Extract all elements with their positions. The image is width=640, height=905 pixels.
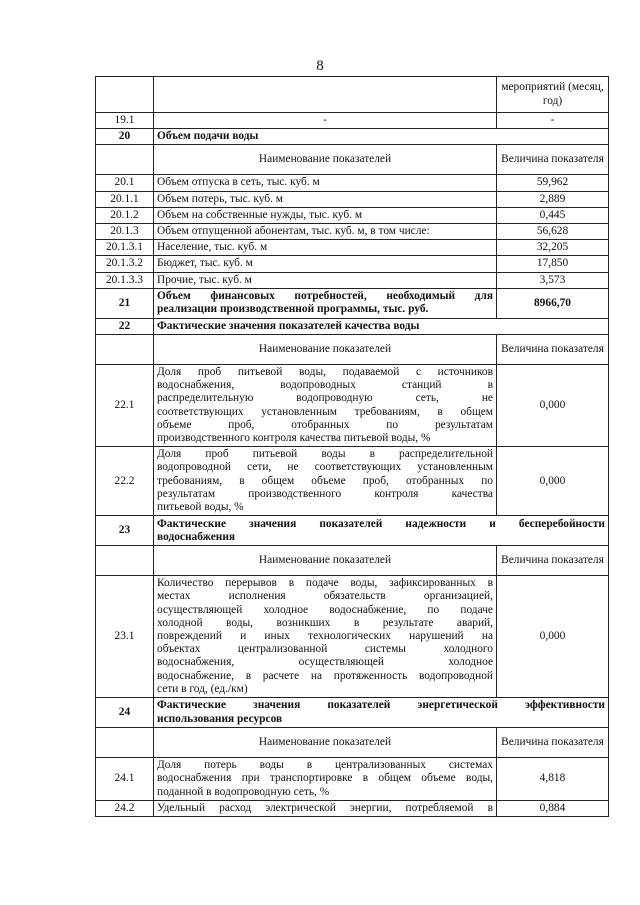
row-value: 32,205 — [497, 240, 609, 256]
row-number: 23.1 — [96, 576, 154, 698]
title-line: реализации производственной программы, тыс. руб. — [157, 303, 429, 316]
row-name — [154, 758, 497, 801]
empty-cell — [96, 145, 154, 175]
table-row — [96, 758, 609, 801]
text-line: водопроводной сети, не соответствующих установленным — [157, 461, 493, 474]
empty-cell — [96, 546, 154, 576]
title-line: Фактические значения показателей энергетической эффективности — [157, 699, 605, 712]
page-number: 8 — [316, 58, 324, 74]
text-line: холодной воды, возникших в результате аварий, — [157, 616, 493, 629]
row-number: 20.1.2 — [96, 207, 154, 223]
row-value: 0,000 — [497, 576, 609, 698]
row-name — [154, 800, 497, 816]
table-row — [96, 365, 609, 447]
table-row — [96, 272, 609, 288]
row-name: Объем на собственные нужды, тыс. куб. м — [154, 207, 497, 223]
empty-cell — [96, 335, 154, 365]
row-name — [154, 447, 497, 516]
row-name: Объем отпуска в сеть, тыс. куб. м — [154, 175, 497, 191]
header-row — [96, 546, 609, 576]
text-line: водоснабжения, осуществляющей холодное — [157, 656, 493, 669]
column-header-name: Наименование показателей — [154, 335, 497, 365]
header-row — [96, 335, 609, 365]
table-row — [96, 576, 609, 698]
text-line: объектах централизованной системы холодного — [157, 643, 493, 656]
section-title — [154, 288, 497, 318]
header-row — [96, 145, 609, 175]
row-number: 20.1 — [96, 175, 154, 191]
indicators-table — [95, 76, 609, 817]
row-value: 0,000 — [497, 447, 609, 516]
row-name: Объем отпущенной абонентам, тыс. куб. м, в том числе: — [154, 224, 497, 240]
row-value: 59,962 — [497, 175, 609, 191]
column-header-name: Наименование показателей — [154, 145, 497, 175]
column-header-value: Величина показателя — [497, 335, 609, 365]
empty-cell — [96, 728, 154, 758]
table-row — [96, 175, 609, 191]
row-number: 24.2 — [96, 800, 154, 816]
section-number: 24 — [96, 698, 154, 728]
row-value: 0,445 — [497, 207, 609, 223]
row-number: 24.1 — [96, 758, 154, 801]
row-value: 56,628 — [497, 224, 609, 240]
section-number: 20 — [96, 129, 154, 145]
text-line: Количество перерывов в подаче воды, зафиксированных в — [157, 577, 493, 590]
text-line: осуществляющей холодное водоснабжение, по подаче — [157, 603, 493, 616]
text-line: объеме проб, отобранных по результатам — [157, 418, 493, 431]
table-row — [96, 256, 609, 272]
row-number: 22.2 — [96, 447, 154, 516]
text-line: Доля потерь воды в централизованных системах — [157, 759, 493, 772]
text-line: питьевой воды, % — [157, 501, 244, 514]
table-row — [96, 224, 609, 240]
text-line: Доля проб питьевой воды, подаваемой с источников — [157, 366, 493, 379]
column-header-name: Наименование показателей — [154, 728, 497, 758]
row-number: 20.1.3 — [96, 224, 154, 240]
row-value: 0,000 — [497, 365, 609, 447]
column-header-name: Наименование показателей — [154, 546, 497, 576]
section-row — [96, 516, 609, 546]
text-line: водоснабжения, водопроводных станций в — [157, 379, 493, 392]
row-name: Объем потерь, тыс. куб. м — [154, 191, 497, 207]
text-line: местах исполнения обязательств организацией, — [157, 590, 493, 603]
table-row — [96, 447, 609, 516]
text-line: результатам производственного контроля качества — [157, 487, 493, 500]
row-value: 17,850 — [497, 256, 609, 272]
row-value: 8966,70 — [497, 288, 609, 318]
title-line: водоснабжения — [157, 530, 236, 543]
row-name: - — [154, 113, 497, 129]
table-row — [96, 191, 609, 207]
row-value: 2,889 — [497, 191, 609, 207]
row-number: 19.1 — [96, 113, 154, 129]
row-name: Прочие, тыс. куб. м — [154, 272, 497, 288]
title-line: Объем финансовых потребностей, необходимый для — [157, 290, 493, 303]
title-line: использования ресурсов — [157, 712, 283, 725]
section-row — [96, 129, 609, 145]
row-name: Бюджет, тыс. куб. м — [154, 256, 497, 272]
section-row — [96, 698, 609, 728]
section-row — [96, 318, 609, 334]
row-number: 22.1 — [96, 365, 154, 447]
row-number: 20.1.3.2 — [96, 256, 154, 272]
row-name — [154, 576, 497, 698]
row-value: 4,818 — [497, 758, 609, 801]
section-title — [154, 516, 609, 546]
section-title: Объем подачи воды — [154, 129, 609, 145]
section-title — [154, 698, 609, 728]
text-line: требованиям, в общем объеме проб, отобранных по — [157, 474, 493, 487]
section-title: Фактические значения показателей качества воды — [154, 318, 609, 334]
table-row — [96, 240, 609, 256]
table-row — [96, 207, 609, 223]
empty-cell — [96, 77, 154, 113]
section-number: 21 — [96, 288, 154, 318]
table-row — [96, 800, 609, 816]
header-row — [96, 728, 609, 758]
text-line: водоснабжение, в расчете на протяженность водопроводной — [157, 669, 493, 682]
row-value: 0,884 — [497, 800, 609, 816]
text-line: сети в год, (ед./км) — [157, 682, 248, 695]
row-name: Население, тыс. куб. м — [154, 240, 497, 256]
row-number: 20.1.3.3 — [96, 272, 154, 288]
text-line: производственного контроля качества питьевой воды, % — [157, 432, 431, 445]
text-line: Доля проб питьевой воды в распределительной — [157, 448, 493, 461]
column-header-dates: мероприятий (месяц, год) — [497, 77, 609, 113]
text-line: соответствующих установленным требованиям, в общем — [157, 405, 493, 418]
title-line: Фактические значения показателей надежности и бесперебойности — [157, 517, 605, 530]
text-line: Удельный расход электрической энергии, потребляемой в — [157, 801, 493, 814]
text-line: повреждений и иных технологических нарушений на — [157, 630, 493, 643]
text-line: поданной в водопроводную сеть, % — [157, 785, 330, 798]
table-row — [96, 77, 609, 113]
table-row — [96, 113, 609, 129]
section-number: 23 — [96, 516, 154, 546]
row-value: - — [497, 113, 609, 129]
row-number: 20.1.1 — [96, 191, 154, 207]
row-name — [154, 365, 497, 447]
column-header-value: Величина показателя — [497, 546, 609, 576]
column-header-value: Величина показателя — [497, 145, 609, 175]
text-line: распределительную водопроводную сеть, не — [157, 392, 493, 405]
text-line: водоснабжения при транспортировке в общем объеме воды, — [157, 772, 493, 785]
row-number: 20.1.3.1 — [96, 240, 154, 256]
column-header-value: Величина показателя — [497, 728, 609, 758]
section-row — [96, 288, 609, 318]
empty-cell — [154, 77, 497, 113]
row-value: 3,573 — [497, 272, 609, 288]
section-number: 22 — [96, 318, 154, 334]
